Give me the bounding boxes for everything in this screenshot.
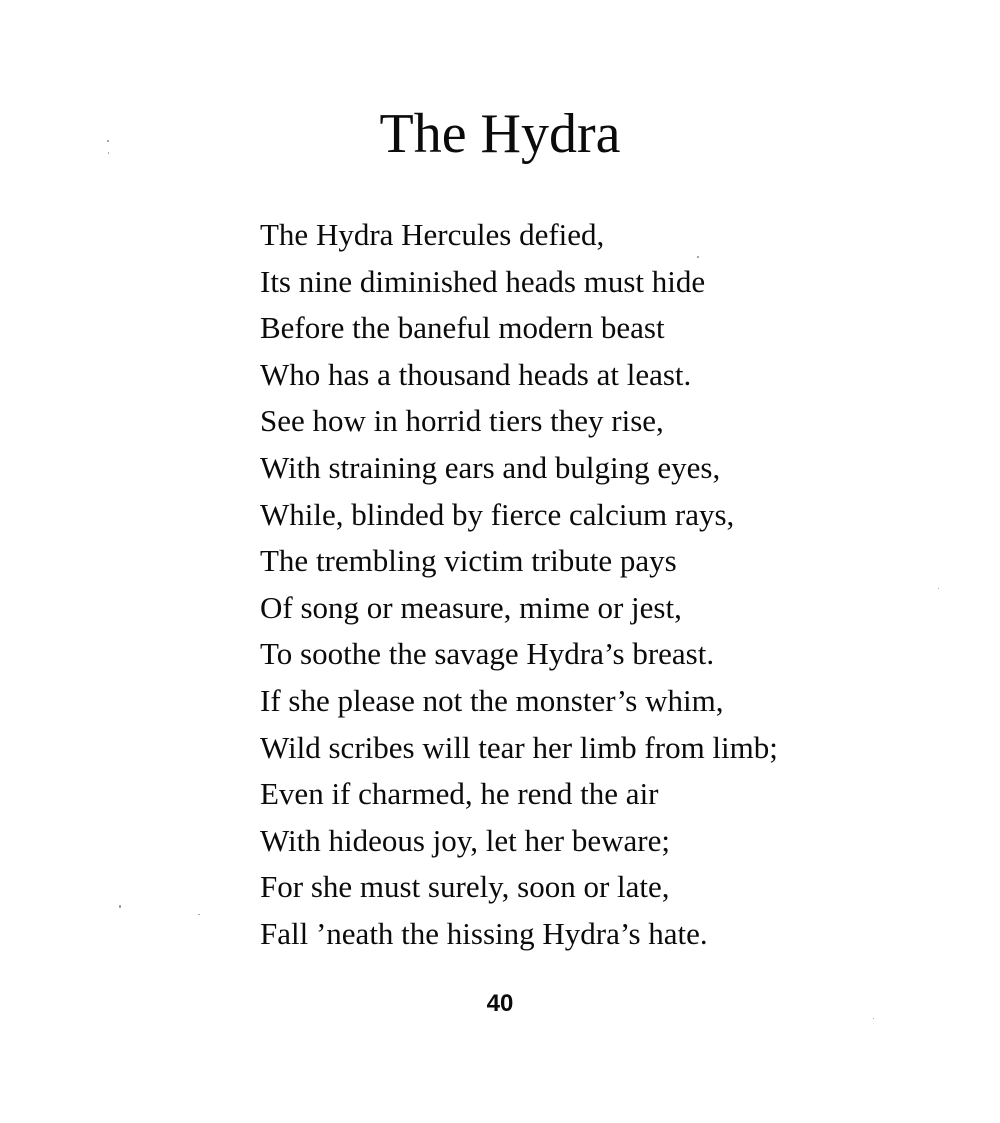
scan-speck — [119, 905, 121, 908]
poem-line: If she please not the monster’s whim, — [260, 682, 724, 718]
poem-line: Fall ’neath the hissing Hydra’s hate. — [260, 915, 708, 951]
poem-line: Before the baneful modern beast — [260, 310, 665, 346]
scan-speck — [873, 1018, 874, 1019]
poem-line: With hideous joy, let her beware; — [260, 822, 670, 858]
poem-line: Of song or measure, mime or jest, — [260, 589, 682, 625]
poem-line: Even if charmed, he rend the air — [260, 776, 659, 812]
poem-line: For she must surely, soon or late, — [260, 869, 670, 905]
poem-line: The Hydra Hercules defied, — [260, 217, 605, 252]
poem-line: The trembling victim tribute pays — [260, 543, 677, 579]
poem-line: Its nine diminished heads must hide — [260, 263, 706, 299]
poem-line: Who has a thousand heads at least. — [260, 356, 692, 392]
scan-speck — [107, 140, 109, 142]
page-number: 40 — [486, 990, 514, 1017]
scan-speck — [198, 914, 200, 915]
poem-line: Wild scribes will tear her limb from limb; — [260, 729, 778, 765]
scan-speck — [108, 152, 109, 154]
scan-speck — [697, 256, 699, 258]
poem-title: The Hydra — [379, 103, 621, 165]
poem-line: While, blinded by fierce calcium rays, — [260, 496, 735, 532]
poem-line: With straining ears and bulging eyes, — [260, 449, 721, 485]
scan-speck — [938, 588, 939, 589]
poem-body — [260, 212, 778, 958]
poem-line: To soothe the savage Hydra’s breast. — [260, 636, 715, 672]
poem-line: See how in horrid tiers they rise, — [260, 403, 664, 439]
